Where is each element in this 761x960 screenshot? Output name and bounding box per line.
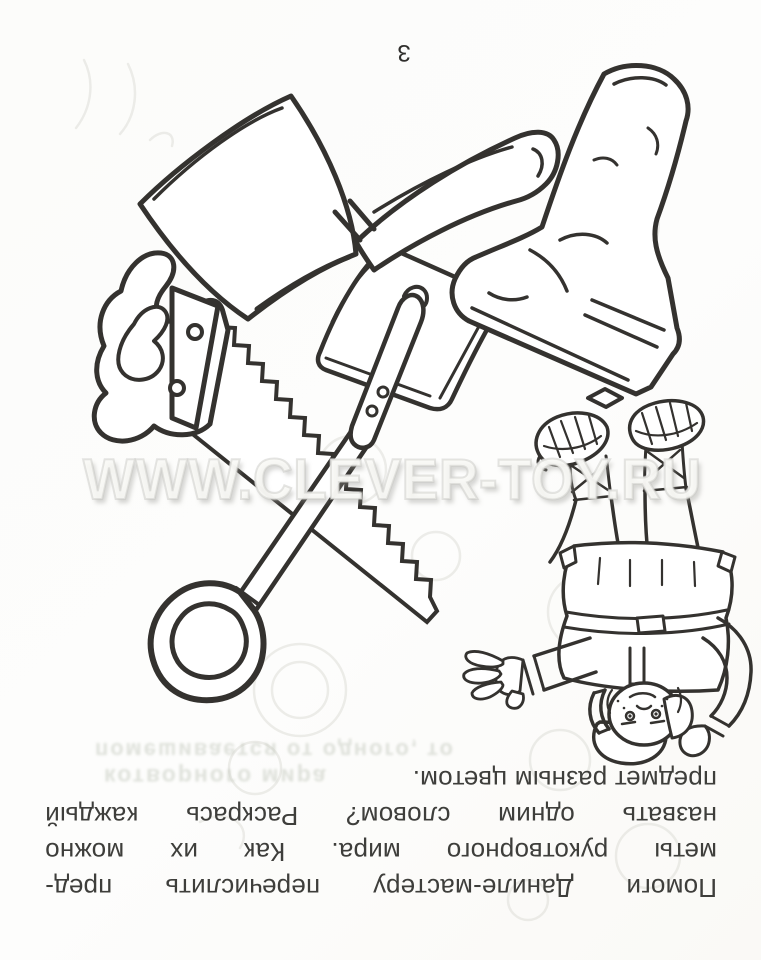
- instruction-line: назвать одним словом? Раскрась каждый: [45, 801, 717, 831]
- instruction-text: [45, 760, 717, 906]
- felt-boot-drawing: [452, 65, 688, 407]
- bleed-through-text: помешивается от одного, то: [95, 738, 455, 763]
- instruction-line: Помоги Даниле-мастеру перечислить пред-: [45, 873, 717, 903]
- page-number: 3: [397, 39, 411, 66]
- bleed-through-text: котворного мира: [104, 764, 328, 790]
- instruction-line: предмет разным цветом.: [412, 765, 717, 795]
- watermark: WWW.CLEVER-TOY.RU: [83, 446, 702, 512]
- instruction-line: меты рукотворного мира. Как их можно: [45, 837, 717, 867]
